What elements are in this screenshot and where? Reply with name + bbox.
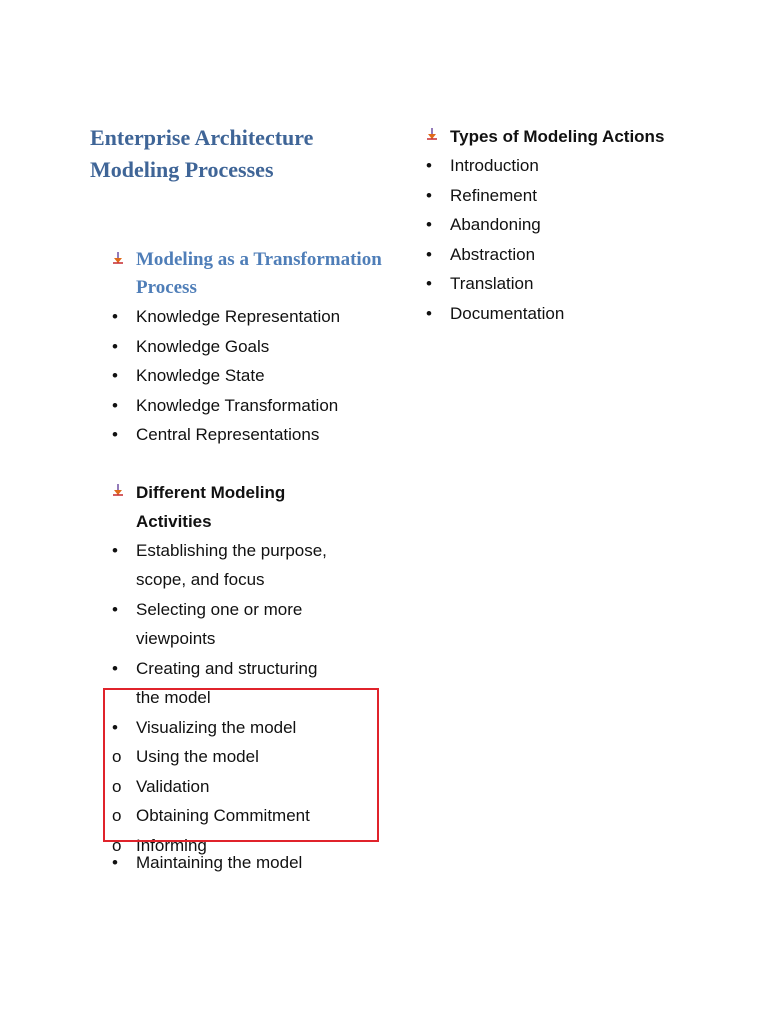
list-item-text: Obtaining Commitment bbox=[136, 806, 310, 825]
bullet: • bbox=[112, 540, 118, 560]
list-item bbox=[426, 299, 746, 329]
down-arrow-bullet-icon bbox=[112, 478, 136, 496]
section-heading-transformation bbox=[112, 246, 390, 302]
list-item-text: Introduction bbox=[450, 156, 539, 175]
list-item-text: Documentation bbox=[450, 303, 565, 323]
bullet: • bbox=[426, 215, 432, 234]
list-item-text: Validation bbox=[136, 776, 210, 796]
list-item-text: Central Representations bbox=[136, 425, 320, 444]
bullet: • bbox=[112, 425, 118, 444]
section-heading-activities bbox=[112, 478, 390, 536]
list-item bbox=[112, 361, 390, 391]
list-item bbox=[112, 713, 390, 743]
bullet: • bbox=[426, 185, 432, 205]
transformation-list bbox=[112, 302, 390, 450]
bullet: • bbox=[426, 303, 432, 323]
list-item bbox=[112, 595, 390, 654]
bullet: • bbox=[112, 395, 118, 415]
bullet: • bbox=[112, 658, 118, 678]
list-item-text: Abandoning bbox=[450, 215, 541, 234]
list-item-text: Translation bbox=[450, 274, 534, 293]
list-item bbox=[112, 391, 390, 421]
list-item-text: Knowledge Transformation bbox=[136, 395, 339, 415]
section-heading-text: Different Modeling Activities bbox=[136, 482, 286, 531]
bullet: • bbox=[426, 244, 432, 264]
list-item bbox=[112, 536, 390, 595]
list-item-text: Knowledge Representation bbox=[136, 307, 341, 326]
activities-list-last bbox=[112, 848, 302, 878]
list-item-text: Knowledge State bbox=[136, 366, 265, 385]
list-item bbox=[112, 420, 390, 450]
down-arrow-bullet-icon bbox=[426, 122, 450, 140]
down-arrow-bullet-icon bbox=[112, 246, 136, 264]
sub-bullet: o bbox=[112, 776, 122, 796]
list-item-text: Refinement bbox=[450, 185, 537, 205]
list-item bbox=[112, 801, 390, 831]
list-item-text: Establishing the purpose, scope, and focus bbox=[136, 540, 327, 589]
sub-bullet: o bbox=[112, 835, 122, 855]
list-item-text: Selecting one or more viewpoints bbox=[136, 599, 303, 648]
bullet: • bbox=[426, 274, 432, 293]
right-column bbox=[426, 122, 746, 328]
list-item-text: Using the model bbox=[136, 747, 259, 766]
list-item bbox=[112, 848, 302, 878]
bullet: • bbox=[112, 853, 118, 872]
list-item-text: Creating and structuring the model bbox=[136, 658, 318, 707]
list-item-text: Visualizing the model bbox=[136, 717, 297, 737]
activities-list bbox=[112, 536, 390, 861]
list-item bbox=[112, 302, 390, 332]
bullet: • bbox=[112, 307, 118, 326]
bullet: • bbox=[426, 156, 432, 175]
section-heading-text: Types of Modeling Actions bbox=[450, 127, 665, 146]
left-column bbox=[90, 122, 390, 860]
list-item bbox=[426, 181, 746, 211]
list-item bbox=[426, 151, 746, 181]
list-item bbox=[426, 210, 746, 240]
sub-bullet: o bbox=[112, 806, 122, 825]
section-heading-actions bbox=[426, 122, 746, 151]
list-item bbox=[112, 332, 390, 362]
actions-list bbox=[426, 151, 746, 328]
document-title: Enterprise Architecture Modeling Processes bbox=[90, 125, 314, 182]
bullet: • bbox=[112, 717, 118, 737]
list-item-text: Knowledge Goals bbox=[136, 336, 270, 356]
list-item bbox=[426, 269, 746, 299]
list-item bbox=[112, 742, 390, 772]
bullet: • bbox=[112, 336, 118, 356]
bullet: • bbox=[112, 366, 118, 385]
list-item-text: Informing bbox=[136, 835, 207, 855]
list-item bbox=[426, 240, 746, 270]
sub-bullet: o bbox=[112, 747, 122, 766]
list-item bbox=[112, 654, 390, 713]
list-item bbox=[112, 772, 390, 802]
section-heading-text: Modeling as a Transformation Process bbox=[136, 249, 382, 298]
bullet: • bbox=[112, 599, 118, 619]
list-item-text: Maintaining the model bbox=[136, 853, 303, 872]
list-item-text: Abstraction bbox=[450, 244, 536, 264]
